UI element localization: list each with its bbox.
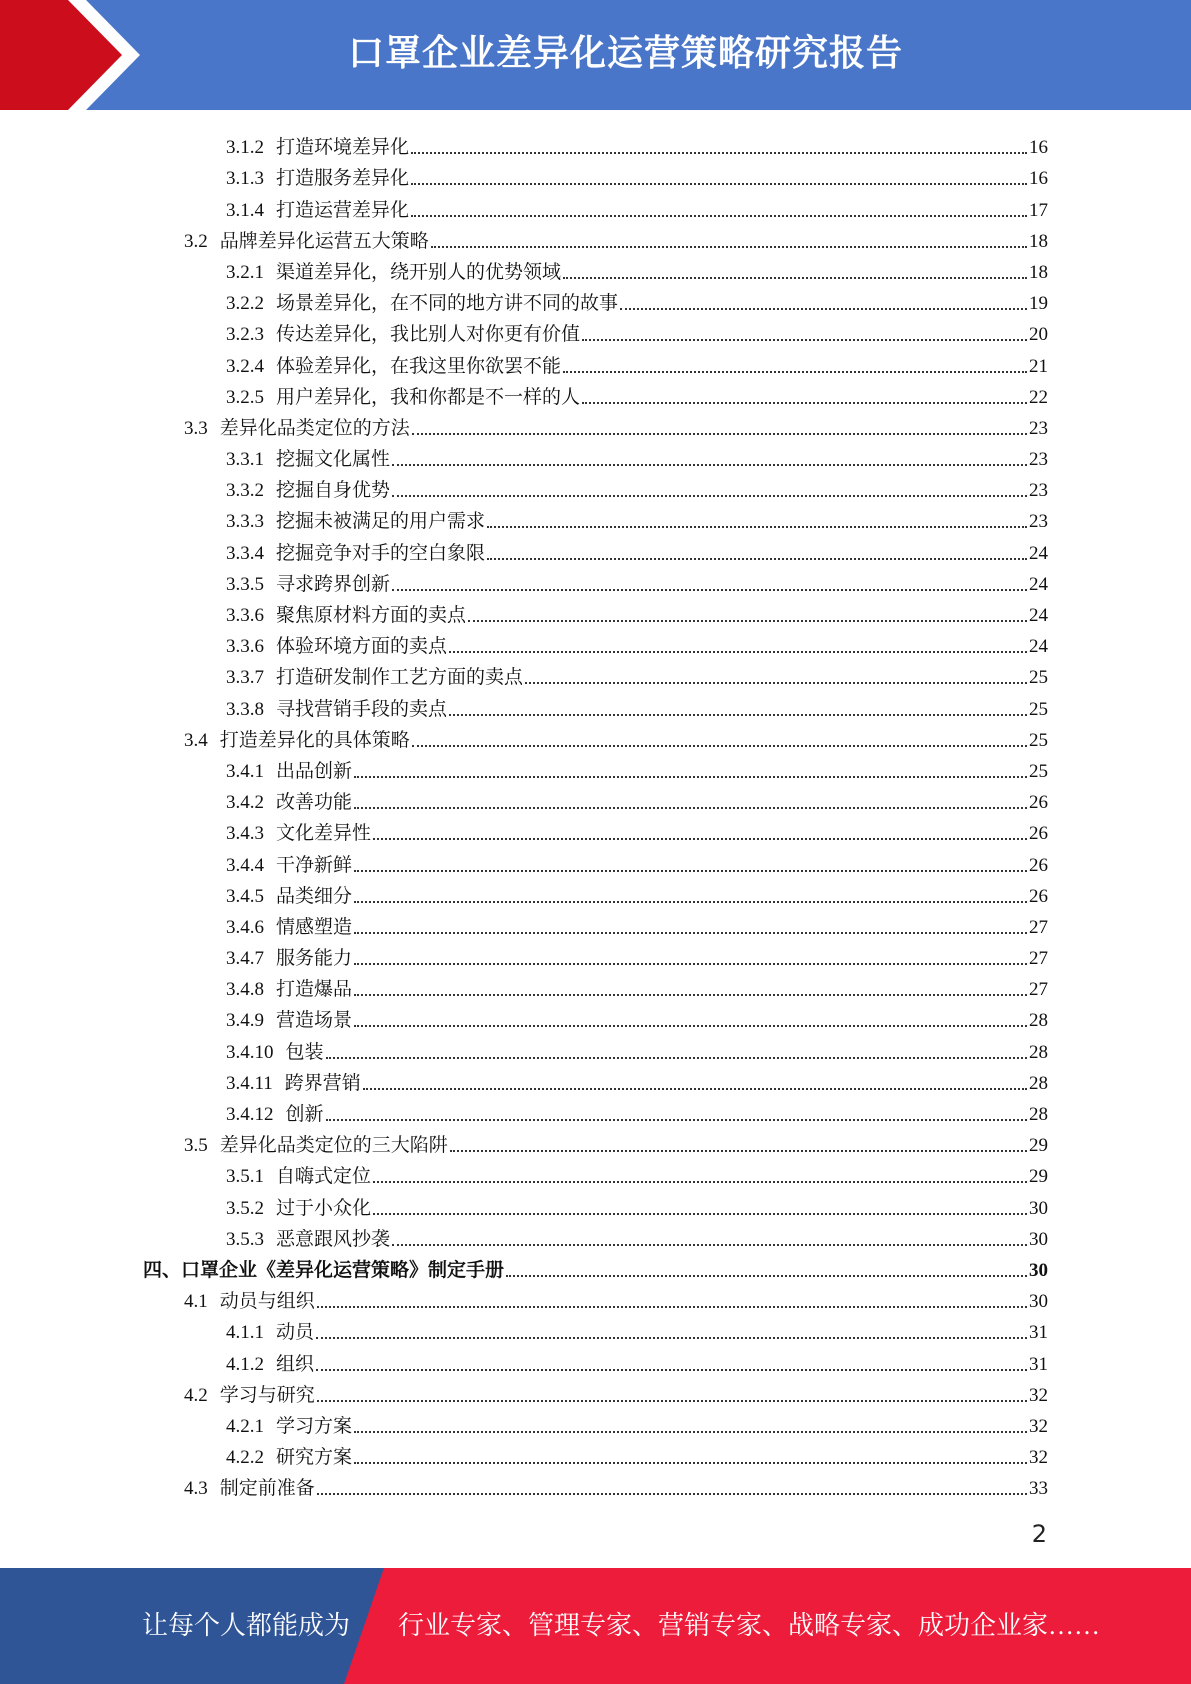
toc-leader-dots — [506, 1275, 1027, 1277]
toc-entry-page: 32 — [1029, 1415, 1048, 1437]
toc-leader-dots — [316, 1369, 1027, 1371]
toc-entry-title: 文化差异性 — [276, 823, 372, 845]
toc-entry[interactable] — [143, 1313, 1048, 1344]
toc-entry-page: 24 — [1029, 605, 1048, 626]
toc-entry-number: 4.1.1 — [226, 1322, 264, 1344]
toc-leader-dots — [582, 402, 1027, 404]
toc-entry[interactable] — [143, 128, 1048, 159]
toc-entry-title: 寻求跨界创新 — [276, 573, 391, 595]
toc-entry-page: 25 — [1029, 698, 1048, 720]
toc-entry-title: 打造差异化的具体策略 — [219, 729, 410, 751]
toc-entry-label — [226, 881, 352, 908]
toc-entry[interactable] — [143, 1095, 1048, 1126]
toc-entry-title: 挖掘竞争对手的空白象限 — [276, 542, 486, 564]
toc-leader-dots — [373, 1181, 1027, 1183]
toc-entry-page: 20 — [1029, 324, 1048, 346]
toc-entry-page: 26 — [1029, 792, 1048, 814]
toc-entry-label — [226, 818, 371, 845]
toc-entry[interactable] — [143, 284, 1048, 315]
toc-entry[interactable] — [143, 253, 1048, 284]
toc-entry-title: 情感塑造 — [276, 916, 353, 938]
toc-entry-number: 4.1.2 — [226, 1353, 264, 1375]
toc-entry[interactable] — [143, 315, 1048, 346]
toc-entry-label — [226, 1442, 352, 1469]
toc-entry-page: 24 — [1029, 636, 1048, 658]
toc-entry-title: 学习方案 — [276, 1415, 353, 1437]
toc-entry[interactable] — [143, 471, 1048, 502]
toc-leader-dots — [392, 495, 1027, 497]
toc-entry-number: 3.1.2 — [226, 137, 264, 159]
toc-entry-page: 29 — [1029, 1135, 1048, 1157]
toc-entry-number: 3.3.2 — [226, 480, 264, 502]
toc-entry-title: 打造研发制作工艺方面的卖点 — [276, 667, 524, 689]
toc-entry-label — [226, 1317, 314, 1344]
toc-entry-number: 3.2.2 — [226, 293, 264, 315]
toc-entry[interactable] — [143, 159, 1048, 190]
toc-entry-number: 3.2.4 — [226, 355, 264, 377]
toc-entry-number: 3.4.6 — [226, 916, 264, 938]
toc-entry-page: 18 — [1029, 261, 1048, 283]
toc-entry-title: 打造运营差异化 — [276, 199, 410, 221]
toc-entry[interactable] — [143, 190, 1048, 221]
toc-entry-label — [184, 1473, 315, 1500]
toc-leader-dots — [431, 246, 1027, 248]
toc-entry-number: 4.2 — [184, 1384, 208, 1406]
toc-entry[interactable] — [143, 1251, 1048, 1282]
toc-entry-page: 19 — [1029, 293, 1048, 315]
toc-entry-label — [184, 725, 410, 752]
toc-entry-title: 场景差异化，在不同的地方讲不同的故事 — [276, 293, 619, 315]
toc-leader-dots — [354, 807, 1027, 809]
toc-entry-number: 3.1.4 — [226, 199, 264, 221]
toc-entry-label — [226, 756, 352, 783]
toc-leader-dots — [363, 1088, 1027, 1090]
toc-entry-label — [226, 444, 390, 471]
toc-entry-page: 30 — [1029, 1197, 1048, 1219]
toc-entry-page: 29 — [1029, 1166, 1048, 1188]
toc-entry-number: 3.5.3 — [226, 1228, 264, 1250]
toc-entry-page: 24 — [1029, 542, 1048, 564]
toc-entry-number: 3.2.3 — [226, 324, 264, 346]
toc-entry-page: 30 — [1029, 1228, 1048, 1250]
toc-leader-dots — [354, 1025, 1027, 1027]
toc-entry[interactable] — [143, 783, 1048, 814]
toc-entry-number: 3.3.8 — [226, 698, 264, 720]
toc-entry[interactable] — [143, 502, 1048, 533]
toc-entry-page: 32 — [1029, 1447, 1048, 1469]
toc-entry-number: 3.4.10 — [226, 1041, 274, 1063]
toc-entry-title: 包装 — [285, 1041, 324, 1063]
toc-entry-title: 营造场景 — [276, 1010, 353, 1032]
toc-entry-label — [226, 1161, 371, 1188]
toc-leader-dots — [450, 1150, 1027, 1152]
toc-entry[interactable] — [143, 1469, 1048, 1500]
toc-entry-label — [226, 1068, 361, 1095]
toc-entry[interactable] — [143, 1376, 1048, 1407]
toc-entry-title: 跨界营销 — [284, 1072, 361, 1094]
toc-entry-label — [226, 974, 352, 1001]
toc-entry-number: 3.2.5 — [226, 386, 264, 408]
toc-entry-page: 25 — [1029, 760, 1048, 782]
toc-entry-title: 挖掘文化属性 — [276, 449, 391, 471]
toc-entry-page: 23 — [1029, 417, 1048, 439]
toc-leader-dots — [354, 776, 1027, 778]
toc-entry-label — [226, 1037, 324, 1064]
toc-entry-number: 3.3.6 — [226, 605, 264, 626]
toc-entry-page: 28 — [1029, 1041, 1048, 1063]
toc-entry-page: 28 — [1029, 1104, 1048, 1125]
toc-leader-dots — [373, 1213, 1027, 1215]
toc-entry[interactable] — [143, 877, 1048, 908]
toc-entry[interactable] — [143, 1157, 1048, 1188]
toc-leader-dots — [317, 1493, 1027, 1495]
toc-entry-number: 3.4.9 — [226, 1010, 264, 1032]
toc-entry[interactable] — [143, 1126, 1048, 1157]
toc-entry-label — [226, 506, 485, 533]
toc-entry-number: 3.5.1 — [226, 1166, 264, 1188]
toc-leader-dots — [392, 464, 1027, 466]
toc-entry-label — [226, 787, 352, 814]
toc-entry-page: 25 — [1029, 667, 1048, 689]
toc-leader-dots — [411, 215, 1027, 217]
toc-entry-number: 3.1.3 — [226, 168, 264, 190]
toc-entry[interactable] — [143, 409, 1048, 440]
toc-entry-label — [226, 1411, 352, 1438]
toc-entry-label — [226, 600, 466, 627]
toc-entry-label — [184, 1380, 315, 1407]
toc-leader-dots — [582, 339, 1027, 341]
toc-entry-page: 24 — [1029, 573, 1048, 595]
toc-entry[interactable] — [143, 1407, 1048, 1438]
toc-entry[interactable] — [143, 378, 1048, 409]
toc-entry-number: 3.2.1 — [226, 261, 264, 283]
toc-entry-number: 3.3.3 — [226, 511, 264, 533]
toc-entry-label — [226, 195, 409, 222]
toc-entry-title: 品牌差异化运营五大策略 — [219, 230, 429, 252]
toc-entry[interactable] — [143, 346, 1048, 377]
toc-entry-label — [226, 132, 409, 159]
toc-entry-page: 33 — [1029, 1478, 1048, 1500]
toc-entry[interactable] — [143, 1344, 1048, 1375]
toc-leader-dots — [620, 308, 1027, 310]
toc-entry-title: 聚焦原材料方面的卖点 — [276, 605, 467, 626]
toc-entry-title: 寻找营销手段的卖点 — [276, 698, 448, 720]
toc-entry-label — [226, 1005, 352, 1032]
toc-entry-title: 动员与组织 — [219, 1291, 315, 1313]
toc-entry-page: 23 — [1029, 511, 1048, 533]
toc-entry-label — [226, 319, 580, 346]
toc-leader-dots — [326, 1119, 1027, 1121]
toc-entry-page: 30 — [1029, 1291, 1048, 1313]
toc-entry-number: 4.3 — [184, 1478, 208, 1500]
document-title: 口罩企业差异化运营策略研究报告 — [347, 33, 903, 74]
toc-entry[interactable] — [143, 689, 1048, 720]
toc-entry-title: 体验环境方面的卖点 — [276, 636, 448, 658]
toc-entry-number: 3.5.2 — [226, 1197, 264, 1219]
toc-entry-page: 22 — [1029, 386, 1048, 408]
toc-entry-number: 3.3.6 — [226, 636, 264, 658]
toc-entry-title: 体验差异化，在我这里你欲罢不能 — [276, 355, 562, 377]
toc-entry-page: 30 — [1029, 1259, 1048, 1281]
header-arrow-icon — [0, 0, 160, 110]
toc-leader-dots — [326, 1057, 1027, 1059]
toc-entry-number: 4.2.2 — [226, 1447, 264, 1469]
toc-leader-dots — [317, 1400, 1027, 1402]
page-number: 2 — [1031, 1520, 1047, 1548]
toc-leader-dots — [411, 183, 1027, 185]
toc-entry[interactable] — [143, 1188, 1048, 1219]
toc-entry[interactable] — [143, 658, 1048, 689]
toc-entry[interactable] — [143, 970, 1048, 1001]
toc-entry-label — [226, 382, 580, 409]
toc-entry-title: 服务能力 — [276, 948, 353, 970]
toc-entry-title: 用户差异化，我和你都是不一样的人 — [276, 386, 581, 408]
toc-entry-title: 研究方案 — [276, 1447, 353, 1469]
toc-entry-title: 组织 — [276, 1353, 315, 1375]
toc-entry-label — [226, 288, 618, 315]
toc-entry-page: 16 — [1029, 168, 1048, 190]
toc-entry-label — [143, 1255, 504, 1282]
toc-entry[interactable] — [143, 533, 1048, 564]
toc-leader-dots — [392, 1244, 1027, 1246]
toc-entry-label — [226, 538, 485, 565]
toc-entry-label — [226, 1193, 371, 1220]
toc-entry-label — [226, 694, 447, 721]
toc-entry-number: 3.4.7 — [226, 948, 264, 970]
toc-entry-label — [226, 1099, 324, 1126]
toc-entry[interactable] — [143, 939, 1048, 970]
toc-entry-number: 3.4.1 — [226, 760, 264, 782]
toc-entry-title: 打造爆品 — [276, 979, 353, 1001]
toc-entry-label — [184, 226, 429, 253]
toc-entry-label — [226, 569, 390, 596]
toc-entry-page: 31 — [1029, 1353, 1048, 1375]
toc-leader-dots — [412, 433, 1027, 435]
toc-entry-title: 恶意跟风抄袭 — [276, 1228, 391, 1250]
footer-slogan-right: 行业专家、管理专家、营销专家、战略专家、成功企业家…… — [398, 1611, 1101, 1640]
toc-entry[interactable] — [143, 1438, 1048, 1469]
toc-entry-title: 差异化品类定位的方法 — [219, 417, 410, 439]
toc-entry-number: 3.2 — [184, 230, 208, 252]
toc-leader-dots — [316, 1337, 1027, 1339]
toc-entry-title: 出品创新 — [276, 760, 353, 782]
toc-entry[interactable] — [143, 908, 1048, 939]
toc-entry-number: 3.4.4 — [226, 854, 264, 876]
toc-entry-number: 3.4.5 — [226, 885, 264, 907]
toc-entry-title: 差异化品类定位的三大陷阱 — [219, 1135, 448, 1157]
toc-leader-dots — [392, 589, 1027, 591]
toc-entry-label — [226, 257, 561, 284]
toc-entry-page: 26 — [1029, 823, 1048, 845]
toc-entry-number: 3.4.2 — [226, 792, 264, 814]
toc-entry[interactable] — [143, 627, 1048, 658]
toc-entry-number: 3.3.4 — [226, 542, 264, 564]
toc-entry-title: 打造环境差异化 — [276, 137, 410, 159]
toc-entry-number: 3.3.5 — [226, 573, 264, 595]
toc-entry-page: 23 — [1029, 449, 1048, 471]
toc-entry-label — [226, 850, 352, 877]
toc-leader-dots — [563, 371, 1027, 373]
toc-entry[interactable] — [143, 845, 1048, 876]
toc-entry-number: 4.1 — [184, 1291, 208, 1313]
toc-entry-title: 传达差异化，我比别人对你更有价值 — [276, 324, 581, 346]
toc-entry-label — [226, 1224, 390, 1251]
toc-entry-page: 27 — [1029, 948, 1048, 970]
toc-entry-title: 打造服务差异化 — [276, 168, 410, 190]
toc-leader-dots — [354, 1431, 1027, 1433]
toc-entry-title: 学习与研究 — [219, 1384, 315, 1406]
toc-entry-label — [226, 351, 561, 378]
toc-leader-dots — [468, 620, 1027, 622]
toc-entry[interactable] — [143, 1001, 1048, 1032]
toc-entry-label — [226, 1349, 314, 1376]
toc-leader-dots — [411, 152, 1027, 154]
toc-entry-page: 27 — [1029, 979, 1048, 1001]
toc-leader-dots — [563, 277, 1027, 279]
toc-entry-number: 3.5 — [184, 1135, 208, 1157]
toc-entry[interactable] — [143, 440, 1048, 471]
toc-entry-label — [226, 943, 352, 970]
toc-entry-number: 3.4.11 — [226, 1072, 273, 1094]
toc-entry-title: 渠道差异化，绕开别人的优势领域 — [276, 261, 562, 283]
toc-leader-dots — [354, 901, 1027, 903]
toc-leader-dots — [354, 932, 1027, 934]
toc-leader-dots — [449, 651, 1027, 653]
toc-entry-page: 21 — [1029, 355, 1048, 377]
toc-leader-dots — [373, 838, 1027, 840]
toc-entry-number: 3.4.8 — [226, 979, 264, 1001]
toc-entry[interactable] — [143, 1220, 1048, 1251]
toc-entry-page: 17 — [1029, 199, 1048, 221]
toc-entry-page: 32 — [1029, 1384, 1048, 1406]
page-header — [0, 0, 1191, 110]
toc-entry-page: 28 — [1029, 1072, 1048, 1094]
toc-entry-label — [184, 1130, 448, 1157]
toc-entry-label — [226, 662, 523, 689]
toc-leader-dots — [317, 1306, 1027, 1308]
toc-entry[interactable] — [143, 1032, 1048, 1063]
toc-leader-dots — [449, 714, 1027, 716]
toc-entry-title: 四、口罩企业《差异化运营策略》制定手册 — [143, 1259, 505, 1281]
footer-slogan-left: 让每个人都能成为 — [142, 1611, 351, 1640]
toc-entry-page: 25 — [1029, 729, 1048, 751]
toc-entry-number: 3.3 — [184, 417, 208, 439]
toc-leader-dots — [525, 682, 1027, 684]
toc-entry-page: 27 — [1029, 916, 1048, 938]
toc-entry-title: 挖掘自身优势 — [276, 480, 391, 502]
toc-entry[interactable] — [143, 1064, 1048, 1095]
toc-leader-dots — [354, 994, 1027, 996]
toc-entry-title: 创新 — [285, 1104, 324, 1125]
toc-entry[interactable] — [143, 1282, 1048, 1313]
toc-entry-number: 3.3.1 — [226, 449, 264, 471]
toc-entry-title: 挖掘未被满足的用户需求 — [276, 511, 486, 533]
toc-entry-label — [184, 1286, 315, 1313]
toc-entry[interactable] — [143, 596, 1048, 627]
toc-leader-dots — [354, 870, 1027, 872]
toc-entry-page: 31 — [1029, 1322, 1048, 1344]
toc-entry-title: 过于小众化 — [276, 1197, 372, 1219]
toc-entry-title: 制定前准备 — [219, 1478, 315, 1500]
toc-entry-label — [226, 912, 352, 939]
toc-leader-dots — [354, 963, 1027, 965]
toc-entry-number: 4.2.1 — [226, 1415, 264, 1437]
toc-leader-dots — [354, 1462, 1027, 1464]
toc-leader-dots — [412, 745, 1027, 747]
toc-entry-title: 自嗨式定位 — [276, 1166, 372, 1188]
toc-entry-label — [226, 631, 447, 658]
toc-entry[interactable] — [143, 222, 1048, 253]
toc-entry-number: 3.4.3 — [226, 823, 264, 845]
toc-entry-number: 3.3.7 — [226, 667, 264, 689]
toc-entry-label — [184, 413, 410, 440]
toc-leader-dots — [487, 526, 1027, 528]
toc-entry-title: 干净新鲜 — [276, 854, 353, 876]
toc-entry-page: 18 — [1029, 230, 1048, 252]
toc-entry-label — [226, 163, 409, 190]
table-of-contents — [143, 128, 1048, 1500]
toc-entry-title: 品类细分 — [276, 885, 353, 907]
toc-entry-page: 28 — [1029, 1010, 1048, 1032]
toc-entry-page: 23 — [1029, 480, 1048, 502]
toc-entry-page: 16 — [1029, 137, 1048, 159]
toc-entry-title: 动员 — [276, 1322, 315, 1344]
toc-entry-number: 3.4.12 — [226, 1104, 274, 1125]
toc-entry-page: 26 — [1029, 885, 1048, 907]
toc-leader-dots — [487, 558, 1027, 560]
toc-entry[interactable] — [143, 752, 1048, 783]
toc-entry-title: 改善功能 — [276, 792, 353, 814]
toc-entry[interactable] — [143, 565, 1048, 596]
toc-entry-label — [226, 475, 390, 502]
toc-entry-number: 3.4 — [184, 729, 208, 751]
toc-entry[interactable] — [143, 721, 1048, 752]
toc-entry[interactable] — [143, 814, 1048, 845]
page-footer — [0, 1568, 1191, 1684]
toc-entry-page: 26 — [1029, 854, 1048, 876]
